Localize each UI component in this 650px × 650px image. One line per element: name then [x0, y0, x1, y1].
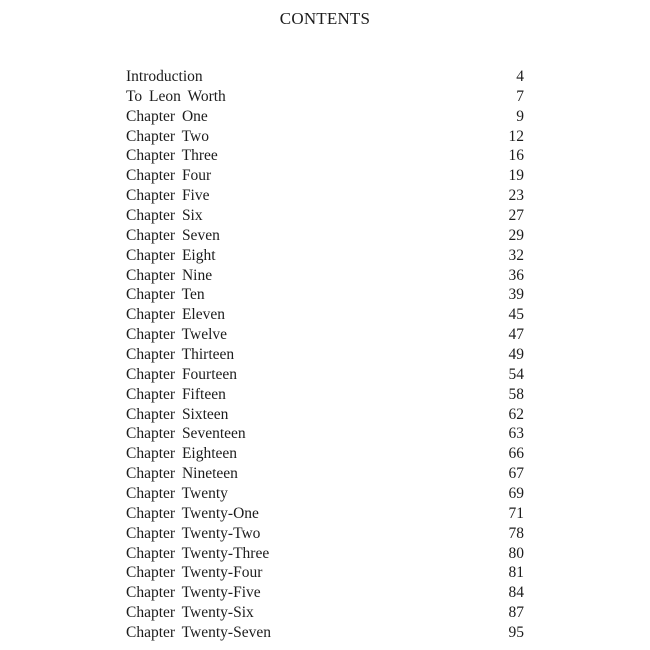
toc-entry-page-number: 87: [508, 604, 524, 622]
toc-entry-page-number: 27: [508, 207, 524, 225]
toc-entry-title: Chapter Eleven: [126, 306, 225, 324]
toc-entry: [126, 107, 524, 127]
toc-entry-title: Chapter Eighteen: [126, 445, 238, 463]
toc-entry-title: Chapter Fifteen: [126, 385, 226, 403]
toc-entry: [126, 325, 524, 345]
toc-entry-title: Chapter Twenty-Two: [126, 524, 261, 542]
toc-entry-page-number: 39: [508, 286, 524, 304]
toc-entry-page-number: 80: [508, 544, 524, 562]
toc-entry-title: Chapter Twenty-One: [126, 504, 259, 522]
toc-entry-page-number: 71: [508, 504, 524, 522]
toc-entry-title: Chapter Nine: [126, 266, 213, 284]
toc-entry-title: Chapter Eight: [126, 246, 216, 264]
toc-entry-title: Chapter Three: [126, 147, 218, 165]
toc-entry: [126, 166, 524, 186]
toc-entry-title: Chapter One: [126, 107, 208, 125]
toc-entry-page-number: 78: [508, 524, 524, 542]
toc-entry-title: Chapter Seventeen: [126, 425, 246, 443]
toc-entry: [126, 186, 524, 206]
toc-entry-page-number: 36: [508, 266, 524, 284]
toc-entry-title: Chapter Twenty: [126, 485, 228, 503]
toc-entry-title: Chapter Five: [126, 187, 210, 205]
toc-entry-page-number: 9: [516, 107, 524, 125]
toc-entry: [126, 464, 524, 484]
toc-entry: [126, 345, 524, 365]
toc-entry-page-number: 81: [508, 564, 524, 582]
toc-entry-page-number: 47: [508, 326, 524, 344]
toc-entry: [126, 544, 524, 564]
toc-entry-page-number: 45: [508, 306, 524, 324]
toc-entry-page-number: 12: [508, 127, 524, 145]
toc-entry-page-number: 4: [516, 68, 524, 85]
toc-entry: [126, 424, 524, 444]
page-title: CONTENTS: [279, 9, 371, 28]
toc-entry-title: Chapter Ten: [126, 286, 205, 304]
toc-entry: [126, 67, 524, 87]
toc-entry-page-number: 69: [508, 485, 524, 503]
toc-entry: [126, 285, 524, 305]
toc-entry-page-number: 54: [508, 365, 524, 383]
toc-entry-page-number: 66: [508, 445, 524, 463]
toc-entry-title: Chapter Twelve: [126, 326, 228, 344]
toc-entry-page-number: 58: [508, 385, 524, 403]
toc-entry: [126, 365, 524, 385]
toc-entry: [126, 146, 524, 166]
toc-entry-page-number: 67: [508, 465, 524, 483]
toc-entry-page-number: 29: [508, 226, 524, 244]
toc-entry-page-number: 49: [508, 346, 524, 364]
toc-entry-title: Chapter Two: [126, 127, 209, 145]
toc-entry-title: Chapter Fourteen: [126, 365, 238, 383]
toc-entry: [126, 226, 524, 246]
toc-entry-title: Chapter Nineteen: [126, 465, 238, 483]
toc-entry-page-number: 63: [508, 425, 524, 443]
toc-entry: [126, 206, 524, 226]
toc-entry-title: Chapter Six: [126, 207, 203, 225]
toc-entry-title: Chapter Twenty-Three: [126, 544, 270, 562]
toc-entry-title: Chapter Seven: [126, 226, 220, 244]
toc-entry-title: Chapter Twenty-Four: [126, 564, 263, 582]
toc-entry: [126, 87, 524, 107]
toc-entry-page-number: 19: [508, 167, 524, 185]
toc-entry-page-number: 32: [508, 246, 524, 264]
toc-entry-title: To Leon Worth: [126, 87, 226, 105]
toc-entry-page-number: 62: [508, 405, 524, 423]
toc-entry: [126, 504, 524, 524]
toc-entry-page-number: 16: [508, 147, 524, 165]
toc-entry-page-number: 84: [508, 584, 524, 602]
toc-entry-title: Chapter Sixteen: [126, 405, 229, 423]
toc-entry: [126, 405, 524, 425]
toc-entry-title: Chapter Four: [126, 167, 212, 185]
toc-entry: [126, 623, 524, 643]
toc-entry-title: Chapter Twenty-Six: [126, 604, 254, 622]
toc-entry: [126, 246, 524, 266]
toc-entry: [126, 484, 524, 504]
toc-entry: [126, 305, 524, 325]
toc-entry-title: Introduction: [126, 68, 203, 85]
toc-entry: [126, 266, 524, 286]
toc-entry-page-number: 95: [508, 624, 524, 642]
toc-entry: [126, 385, 524, 405]
toc-entry-page-number: 7: [516, 87, 524, 105]
toc-entry: [126, 563, 524, 583]
toc-entry-title: Chapter Twenty-Five: [126, 584, 261, 602]
table-of-contents: [126, 67, 524, 643]
toc-entry-page-number: 23: [508, 187, 524, 205]
toc-entry: [126, 603, 524, 623]
toc-entry: [126, 583, 524, 603]
toc-entry-title: Chapter Twenty-Seven: [126, 624, 271, 642]
toc-entry: [126, 524, 524, 544]
toc-entry: [126, 127, 524, 147]
toc-entry-title: Chapter Thirteen: [126, 346, 235, 364]
toc-entry: [126, 444, 524, 464]
